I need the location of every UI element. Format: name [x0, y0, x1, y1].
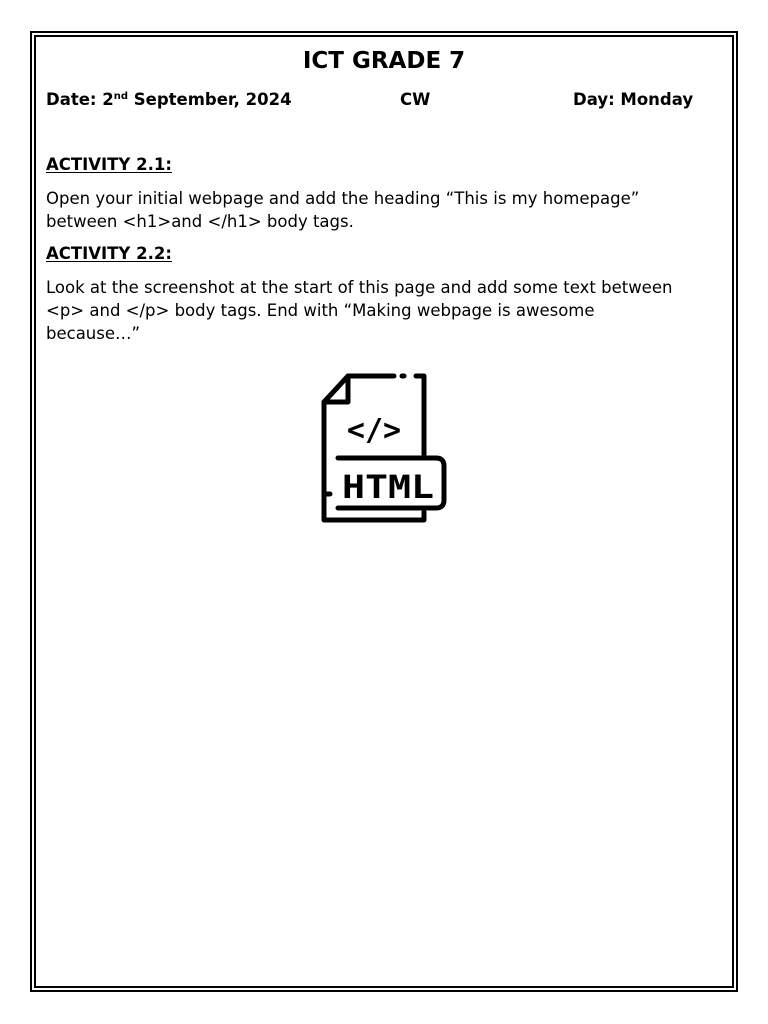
activity-2-1-line-2: between <h1>and </h1> body tags. [46, 212, 354, 231]
date-suffix: September, 2024 [128, 90, 292, 109]
date-prefix: Date: 2 [46, 90, 114, 109]
header-meta-row [46, 88, 706, 112]
activity-2-2-line-2: <p> and </p> body tags. End with “Making webpage is awesome [46, 301, 595, 320]
code-glyph: </> [346, 413, 402, 448]
date-field [46, 88, 292, 112]
activity-2-2-line-1: Look at the screenshot at the start of this page and add some text between [46, 278, 673, 297]
html-label: HTML [342, 468, 434, 506]
day-field: Day: Monday [573, 90, 694, 109]
classwork-label: CW [400, 90, 431, 109]
activity-2-1-text [46, 187, 726, 233]
page-title: ICT GRADE 7 [302, 48, 466, 74]
activity-2-2-text [46, 276, 726, 345]
activity-2-2-heading: ACTIVITY 2.2: [46, 244, 172, 263]
activity-2-2-line-3: because…” [46, 324, 141, 343]
date-superscript: nd [113, 91, 129, 102]
activity-2-1-heading: ACTIVITY 2.1: [46, 155, 172, 174]
html-file-icon [318, 370, 450, 526]
activity-2-1-line-1: Open your initial webpage and add the heading “This is my homepage” [46, 189, 640, 208]
